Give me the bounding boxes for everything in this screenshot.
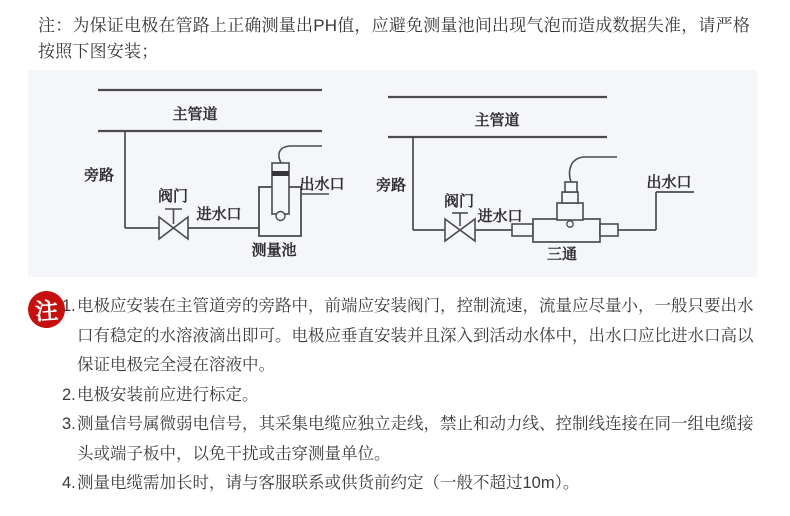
note-text: 电极安装前应进行标定。 xyxy=(77,385,259,404)
outlet-label: 出水口 xyxy=(299,176,345,193)
electrode-body-icon xyxy=(272,163,289,214)
electrode-cable-line xyxy=(279,146,322,163)
left-diagram-labels xyxy=(84,105,345,259)
note-item-2 xyxy=(62,381,759,411)
electrode-band xyxy=(272,171,289,176)
valve-label: 阀门 xyxy=(157,188,189,205)
note-item-3 xyxy=(62,410,759,469)
note-list xyxy=(62,292,759,499)
installation-diagram-panel xyxy=(28,70,757,277)
electrode-cable-line xyxy=(570,157,617,182)
main-pipe-label: 主管道 xyxy=(172,106,218,123)
inlet-label: 进水口 xyxy=(196,206,242,223)
tee-label: 三通 xyxy=(546,246,578,263)
note-text: 电极应安装在主管道旁的旁路中，前端应安装阀门，控制流速，流量应尽量小，一般只要出水口有稳定的水溶液滴出即可。电极应垂直安装并且深入到活动水体中，出水口应比进水口高以保证电极完全浸在溶液中。 xyxy=(77,297,754,374)
electrode-cap-icon xyxy=(565,182,577,192)
note-text: 测量电缆需加长时，请与客服联系或供货前约定（一般不超过10m）。 xyxy=(77,474,580,492)
tee-left-connector xyxy=(512,224,533,236)
right-diagram xyxy=(388,97,694,242)
inlet-label: 进水口 xyxy=(477,208,523,225)
outlet-label: 出水口 xyxy=(646,174,692,191)
header-note: 注：为保证电极在管路上正确测量出PH值，应避免测量池间出现气泡而造成数据失准，请严格按照下图安装； xyxy=(38,16,751,61)
note-number: 1. xyxy=(62,297,76,315)
electrode-body-icon xyxy=(562,192,578,203)
measurement-pool-label: 测量池 xyxy=(251,242,297,259)
main-pipe-label: 主管道 xyxy=(474,112,520,129)
electrode-bulb-icon xyxy=(276,212,285,221)
bypass-label: 旁路 xyxy=(375,177,407,194)
note-number: 4. xyxy=(62,474,76,492)
note-number: 3. xyxy=(62,415,76,433)
installation-diagrams-svg xyxy=(28,70,757,277)
note-badge: 注 xyxy=(27,290,66,329)
bypass-label: 旁路 xyxy=(83,167,115,184)
note-item-1 xyxy=(62,292,759,381)
electrode-flange-icon xyxy=(557,203,583,220)
tee-right-connector xyxy=(600,224,618,236)
valve-label: 阀门 xyxy=(443,193,475,210)
note-text: 测量信号属微弱电信号，其采集电缆应独立走线，禁止和动力线、控制线连接在同一组电缆接头或端子板中，以免干扰或击穿测量单位。 xyxy=(77,415,754,463)
note-item-4 xyxy=(62,469,759,499)
note-number: 2. xyxy=(62,385,76,404)
